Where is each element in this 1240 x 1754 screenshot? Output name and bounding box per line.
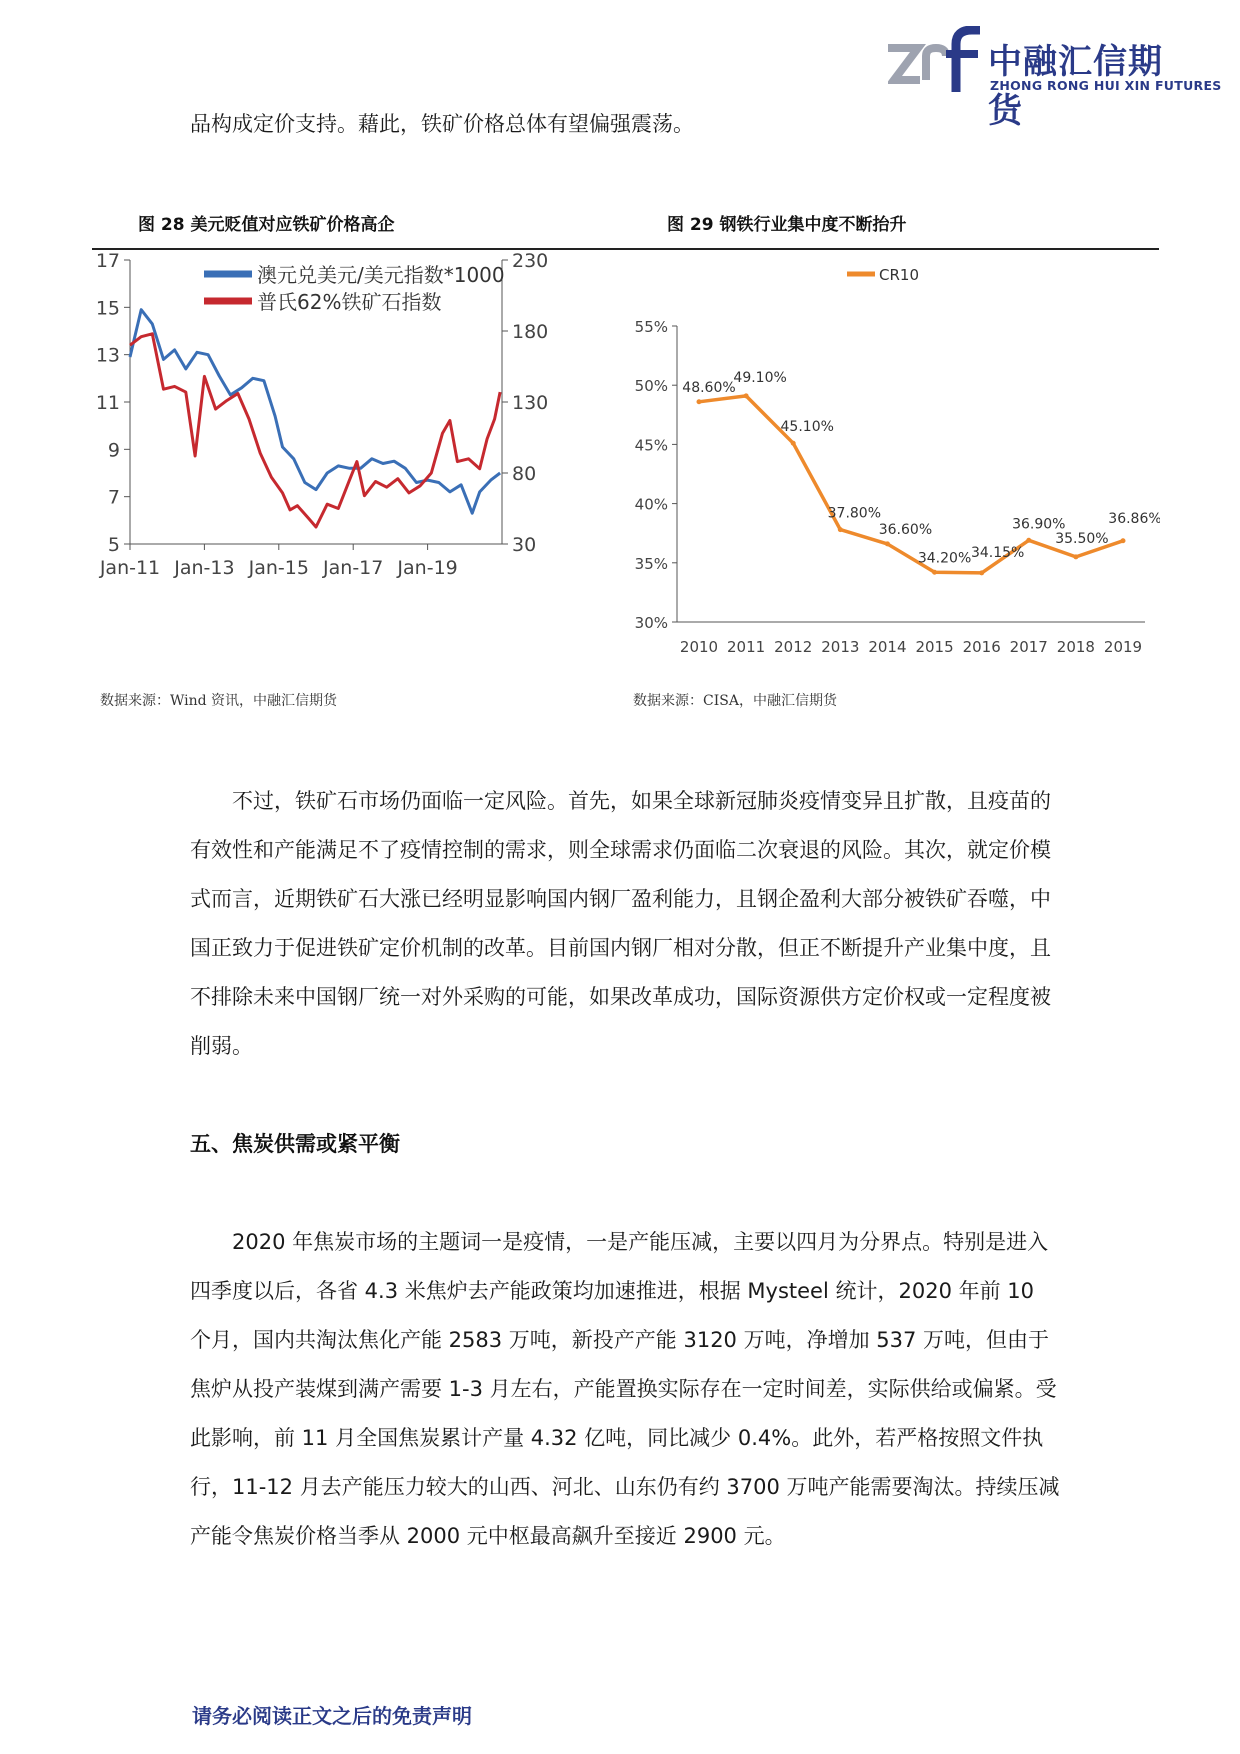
right-tick-label: 230 [512, 252, 549, 272]
x-tick-label: 2017 [1009, 638, 1048, 656]
x-tick-label: 2010 [679, 638, 719, 656]
risk-paragraph: 不过，铁矿石市场仍面临一定风险。首先，如果全球新冠肺炎疫情变异且扩散，且疫苗的有效性和产能满足不了疫情控制的需求，则全球需求仍面临二次衰退的风险。其次，就定价模式而言，近期铁矿石大涨已经明显影响国内钢厂盈利能力，且钢企盈利大部分被铁矿吞噬，中国正致力于促进铁矿定价机制的改革。目前国内钢厂相对分散，但正不断提升产业集中度，且不排除未来中国钢厂统一对外采购的可能，如果改革成功，国际资源供方定价权或一定程度被削弱。 [190, 789, 1051, 1058]
x-tick-label: Jan-11 [99, 557, 161, 579]
x-tick-label: Jan-17 [323, 557, 384, 579]
figure-29-source: 数据来源：CISA，中融汇信期货 [633, 693, 837, 709]
logo-english-name: ZHONG RONG HUI XIN FUTURES [990, 78, 1222, 93]
y-tick-label: 30% [634, 614, 668, 632]
x-tick-label: Jan-15 [248, 557, 309, 579]
y-tick-label: 35% [634, 554, 668, 573]
cr10-point [744, 393, 749, 398]
cr10-data-label: 35.50% [1055, 530, 1109, 547]
cr10-point [697, 399, 702, 404]
left-tick-label: 13 [95, 344, 120, 367]
right-tick-label: 80 [512, 463, 537, 485]
chart-background [625, 252, 1160, 672]
cr10-point [979, 570, 984, 575]
cr10-point [838, 527, 843, 532]
cr10-point [1026, 538, 1031, 543]
legend-label-1: 普氏62%铁矿石指数 [257, 290, 442, 314]
company-logo [888, 26, 1222, 131]
figure-28-title: 图 28 美元贬值对应铁矿价格高企 [138, 215, 395, 235]
x-tick-label: 2019 [1103, 638, 1143, 656]
logo-mark-icon [888, 26, 984, 96]
figure-divider [92, 248, 1159, 250]
cr10-data-label: 48.60% [682, 379, 736, 396]
x-tick-label: 2011 [727, 638, 766, 656]
cr10-point [1073, 554, 1078, 559]
x-tick-label: 2012 [774, 638, 813, 656]
y-tick-label: 50% [634, 377, 668, 396]
cr10-point [1121, 538, 1126, 543]
right-tick-label: 30 [512, 534, 537, 556]
right-tick-label: 130 [512, 392, 549, 414]
cr10-data-label: 34.15% [970, 544, 1025, 561]
right-tick-label: 180 [512, 321, 549, 343]
left-tick-label: 9 [107, 439, 120, 462]
cr10-data-label: 36.90% [1012, 516, 1066, 533]
disclaimer-footer: 请务必阅读正文之后的免责声明 [192, 1704, 472, 1728]
figure-29-svg [625, 252, 1160, 672]
figure-29-chart [625, 252, 1160, 676]
legend-label: CR10 [879, 266, 919, 284]
x-tick-label: 2014 [868, 638, 907, 656]
cr10-data-label: 49.10% [733, 369, 787, 386]
y-tick-label: 55% [634, 318, 668, 336]
cr10-data-label: 36.60% [878, 521, 933, 538]
cr10-data-label: 34.20% [917, 550, 972, 567]
figure-28-chart [92, 252, 612, 676]
left-tick-label: 11 [95, 392, 120, 414]
x-tick-label: 2016 [962, 638, 1001, 656]
figure-29-title: 图 29 钢铁行业集中度不断抬升 [667, 215, 907, 235]
logo-chinese-name: 中融汇信期货 [988, 42, 1163, 131]
x-tick-label: Jan-13 [174, 557, 235, 579]
cr10-point [932, 570, 937, 575]
figure-28-svg [92, 252, 612, 672]
coke-paragraph: 2020 年焦炭市场的主题词一是疫情，一是产能压减，主要以四月为分界点。特别是进入四季度以后，各省 4.3 米焦炉去产能政策均加速推进，根据 Mysteel 统计，2020 年前 10 个月，国内共淘汰焦化产能 2583 万吨，新投产产能 3120 万吨，净增加 537 万吨，但由于焦炉从投产装煤到满产需要 1-3 月左右，产能置换实际存在一定时间差，实际供给或偏紧。受此影响，前 11 月全国焦炭累计产量 4.32 亿吨，同比减少 0.4%。此外，若严格按照文件执行，11-12 月去产能压力较大的山西、河北、山东仍有约 3700 万吨产能需要淘汰。持续压减产能令焦炭价格当季从 2000 元中枢最高飙升至接近 2900 元。 [190, 1230, 1060, 1548]
cr10-data-label: 36.86% [1108, 510, 1160, 527]
x-tick-label: 2015 [915, 638, 954, 656]
y-tick-label: 40% [634, 495, 668, 514]
legend-label-0: 澳元兑美元/美元指数*1000 [257, 263, 505, 287]
chart-background [92, 252, 612, 672]
x-tick-label: Jan-19 [397, 557, 458, 579]
cr10-point [791, 441, 796, 446]
cr10-data-label: 45.10% [780, 419, 834, 436]
figure-28-source: 数据来源：Wind 资讯，中融汇信期货 [100, 693, 338, 709]
section-heading: 五、焦炭供需或紧平衡 [190, 1132, 400, 1156]
left-tick-label: 5 [107, 534, 120, 556]
x-tick-label: 2018 [1056, 638, 1095, 656]
left-tick-label: 15 [95, 297, 120, 320]
y-tick-label: 45% [634, 436, 668, 455]
cr10-data-label: 37.80% [827, 505, 882, 522]
left-tick-label: 7 [107, 486, 120, 509]
x-tick-label: 2013 [821, 638, 860, 656]
intro-paragraph: 品构成定价支持。藉此，铁矿价格总体有望偏强震荡。 [190, 112, 694, 136]
cr10-point [885, 541, 890, 546]
left-tick-label: 17 [95, 252, 120, 272]
